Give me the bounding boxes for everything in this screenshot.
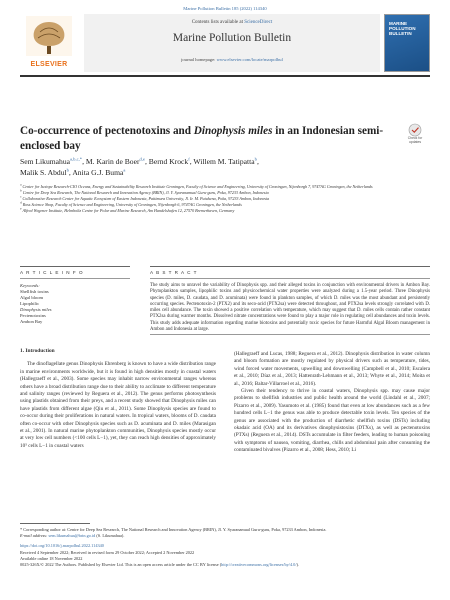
author-separator: ,: [189, 157, 194, 166]
body-column-right: [234, 351, 430, 455]
received-dates: Received 4 September 2022; Received in revised form 29 October 2022; Accepted 2 November 2022: [20, 549, 195, 555]
homepage-line: [84, 57, 380, 62]
abstract-top-rule: [150, 266, 430, 267]
abstract-heading-rule: [150, 278, 430, 279]
author-name[interactable]: Anita G.J. Buma: [72, 168, 124, 177]
keyword: Pectenotoxins: [20, 312, 46, 318]
affiliation-item: [20, 208, 430, 214]
author-affiliation-marker[interactable]: a,b,c,*: [69, 156, 83, 162]
journal-title: Marine Pollution Bulletin: [172, 32, 292, 44]
elsevier-wordmark: ELSEVIER: [30, 61, 68, 68]
article-title: [20, 124, 390, 153]
affiliation-marker: e: [20, 206, 22, 211]
author-list: [20, 156, 430, 178]
author-affiliation-marker[interactable]: f: [188, 156, 190, 162]
homepage-prefix: journal homepage:: [181, 57, 217, 62]
author-affiliation-marker[interactable]: d,e: [139, 156, 145, 162]
contents-prefix: Contents lists available at: [191, 20, 245, 25]
elsevier-tree-icon: [26, 16, 72, 56]
email-link[interactable]: sem.likumahua@brin.go.id: [48, 533, 96, 539]
author-name[interactable]: Malik S. Abdul: [20, 168, 67, 177]
license-prefix: 0025-326X/© 2022 The Authors. Published by Elsevier Ltd. This is an open access article under the CC BY license (: [20, 562, 222, 568]
body-paragraph: (Hallegraeff and Lucas, 1988; Reguera et al., 2012). Dinophysis distribution in water column and bloom formation are mostly regulated by physical drivers such as temperature, tides, wind forced water movements, upwelling and downwelling (Campbell et al., 2010; Escalera et al., 2010; Díaz et al., 2013; Hattenrath-Lehmann et al., 2013; Whyte et al., 2014; Moita et al., 2016; Baltar-Villarroel et al., 2016).: [234, 351, 430, 387]
author-name[interactable]: Bernd Krock: [148, 157, 189, 166]
affiliation-text: Collaborative Research Center for Aquatic Ecosystem of Eastern Indonesia, Pattimura University, Jl. Ir. M. Putuhena, Poka, 97233 Ambon, Indonesia: [22, 195, 270, 201]
affiliation-list: [20, 184, 430, 214]
keyword: Shellfish toxins: [20, 289, 49, 294]
article-info-heading: A R T I C L E I N F O: [20, 270, 84, 275]
journal-cover-thumbnail[interactable]: [384, 14, 430, 72]
check-updates-icon: [406, 123, 424, 137]
doi-link[interactable]: https://doi.org/10.1016/j.marpolbul.2022.114340: [20, 543, 104, 549]
abstract-bottom-rule: [150, 334, 430, 335]
body-paragraph: The dinoflagellate genus Dinophysis Ehrenberg is known to have a wide distribution range in marine environments worldwide, but it is found in high densities mostly in coastal waters (Hallegraeff et al., 2003). Some species may inhabit narrow environmental ranges whereas others have a broad distribution range due to their ability to acclimate to different temperature and salinity ranges (reviewed by Reguera et al., 2012). The genus performs photosynthesis using plastids obtained from their preys, and a recent study showed that Dinophysis miles can have plastids from different algae (Qiu et al., 2011). Some Dinophysis species are found to co-occur during their proliferations in natural waters. In tropical waters, blooms of D. caudata often co-occur with other Dinophysis species such as D. acuminata and D. miles (Marasigan et al., 2001). In natural marine phytoplankton communities, Dinophysis species mostly occur at very low cell numbers (<100 cells L−1), yet, they can reach high densities of approximately 10⁵ cells L−1 in coastal waters: [20, 361, 216, 449]
affiliation-marker: a: [20, 182, 22, 187]
affiliation-text: Alfred Wegener Institute, Helmholtz Centre for Polar and Marine Research, Am Handelshafen 12, 27570 Bremerhaven, Germany: [22, 207, 235, 213]
keyword: Algal bloom: [20, 294, 44, 300]
keywords-label: Keywords:: [20, 283, 40, 288]
check-for-updates-badge[interactable]: [406, 123, 424, 143]
keyword: Lipophilic: [20, 300, 40, 306]
author-separator: ,: [144, 157, 149, 166]
license-line: [20, 562, 430, 568]
keyword: Dinophysis miles: [20, 306, 52, 312]
footnote-rule: [20, 523, 90, 524]
journal-info-box: [84, 14, 380, 72]
article-info-top-rule: [20, 266, 130, 267]
affiliation-text: Centre for Deep Sea Research, The National Research and Innovation Agency (BRIN), Jl. Y. Syaranamual Guru-guru, Poka, 97233 Ambon, Indonesia: [22, 189, 269, 195]
affiliation-marker: d: [20, 200, 22, 205]
journal-reference[interactable]: Marine Pollution Bulletin 185 (2022) 114340: [183, 6, 267, 11]
email-suffix: (S. Likumahua).: [95, 533, 125, 539]
corresponding-author-note: * Corresponding author at: Centre for Deep Sea Research, The National Research and Innovation Agency (BRIN), Jl. Y. Syaranamual Guru-guru, Poka, 97233 Ambon, Indonesia.: [20, 527, 327, 532]
footnotes: [20, 527, 430, 568]
author-name[interactable]: Sem Likumahua: [20, 157, 70, 166]
affiliation-text: Center for Isotope Research-CIO Oceans, Energy and Sustainability Research Institute Groningen, Faculty of Science and Engineering, University of Groningen, Nijenborgh 7, 9747AG Groningen, the Netherlands: [22, 184, 373, 189]
body-column-left: [20, 348, 216, 450]
contents-line: [84, 20, 380, 25]
email-label: E-mail address:: [20, 533, 49, 539]
body-paragraph: Given their tendency to thrive in coastal waters, Dinophysis spp. may cause major problems to shellfish industries and public health around the world (Lindahl et al., 2007; Pizarro et al., 2009). Yasumoto et al. (1985) found that even at low abundances such as a few hundred cells L−1 the genus was able to produce detectable toxin levels. Ten species of the genus are associated with the production of diarrhetic shellfish toxins (DSTs) including okadaic acid (OA) and its derivatives dinophysistoxins (DTXs), as well as pectenotoxins (PTXs) (Reguera et al., 2014). DSTs accumulate in filter feeders, leading to human poisoning with symptoms of nausea, vomiting, diarrhea, chills and abdominal pain after consuming the contaminated bivalves (Pizarro et al., 2008; Hess, 2010; Li: [234, 388, 430, 454]
author-name[interactable]: Willem M. Tatipatta: [193, 157, 255, 166]
keyword: Ambon Bay: [20, 318, 43, 324]
sciencedirect-link[interactable]: ScienceDirect: [244, 20, 273, 25]
title-part-2: in an Indonesian semi-enclosed bay: [20, 125, 384, 152]
author-separator: ,: [82, 157, 86, 166]
author-name[interactable]: M. Karin de Boer: [85, 157, 140, 166]
keywords-list: [20, 289, 130, 324]
homepage-link[interactable]: www.elsevier.com/locate/marpolbul: [216, 57, 283, 62]
title-species: Dinophysis miles: [193, 125, 273, 137]
elsevier-logo[interactable]: [20, 16, 78, 68]
license-suffix: ).: [296, 562, 300, 568]
author-separator: ,: [68, 168, 73, 177]
author-affiliation-marker[interactable]: a: [123, 167, 126, 173]
article-info-heading-rule: [20, 278, 130, 279]
author-separator: ,: [256, 157, 259, 166]
affiliation-marker: c: [20, 194, 22, 199]
author-affiliation-marker[interactable]: b: [66, 167, 69, 173]
author-affiliation-marker[interactable]: b: [254, 156, 257, 162]
available-online: Available online 18 November 2022: [20, 555, 83, 561]
cover-title: MARINE POLLUTION BULLETIN: [389, 21, 416, 37]
title-part-1: Co-occurrence of pectenotoxins and: [20, 125, 194, 137]
check-updates-label: Check for updates: [407, 136, 423, 144]
affiliation-marker: b: [20, 188, 22, 193]
abstract-text: The study aims to unravel the variability of Dinophysis spp. and their alleged toxins in conjunction with environmental drivers in Ambon Bay. Phytoplankton samples, lipophilic toxins and physicochemical water properties were analyzed during a 1.5-year period. Three Dinophysis species (D. miles, D. caudata, and D. acuminata) were found in plankton samples, of which D. miles was the most abundant and persistently occurring species. Pectenotoxin-2 (PTX2) and its seco-acid (PTX2sa) were detected throughout, and PTX2sa levels strongly correlated with D. miles cell abundance. The toxin showed a positive correlation with temperature, which may suggest that D. miles cells contain rather constant PTX2sa during warmer months. Dissolved nitrate concentrations were found to play a major role in regulating cell abundances and toxin levels. This study adds adequate information regarding marine biotoxins and potentially toxic species for future Harmful Algal Bloom management in Ambon and Indonesia at large.: [150, 283, 430, 333]
journal-banner: [20, 14, 430, 72]
introduction-heading: 1. Introduction: [20, 348, 55, 354]
affiliation-text: Ross Science Shop, Faculty of Science and Engineering, University of Groningen, Nijenborgh 6, 9747AG Groningen, the Netherlands: [22, 201, 242, 207]
abstract-heading: A B S T R A C T: [150, 270, 198, 275]
license-link[interactable]: http://creativecommons.org/licenses/by/4.0/: [221, 562, 297, 568]
banner-divider: [20, 75, 430, 77]
